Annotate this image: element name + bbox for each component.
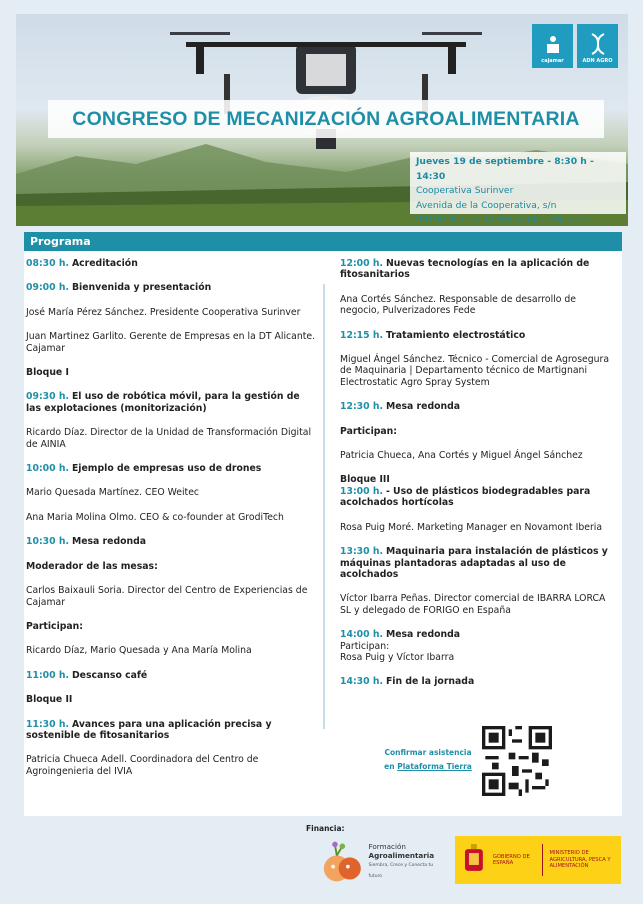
program-time: 09:00 h. <box>26 282 69 294</box>
separator <box>542 844 543 876</box>
program-title: El uso de robótica móvil, para la gestión de las explotaciones (monitorización) <box>26 391 300 414</box>
program-title: Avances para una aplicación precisa y sostenible de fitosanitarios <box>26 718 272 741</box>
speaker-text: Ana Cortés Sánchez. Responsable de desarrollo de negocio, Pulverizadores Fede <box>340 293 576 317</box>
event-city: 03190 Pilar de la Horadada - Alicante <box>416 214 588 225</box>
program-item <box>26 463 316 474</box>
program-item <box>340 676 618 687</box>
speaker-text: Patricia Chueca Adell. Coordinadora del Centro de Agroingenieria del IVIA <box>26 754 259 777</box>
confirm-prefix: en <box>384 762 395 771</box>
page-title: CONGRESO DE MECANIZACIÓN AGROALIMENTARIA <box>72 107 580 130</box>
program-time: 10:00 h. <box>26 463 69 475</box>
financia-label: Financia: <box>306 824 345 833</box>
program-title: Nuevas tecnologías en la aplicación de fitosanitarios <box>340 258 590 281</box>
speaker-text: Ricardo Díaz, Mario Quesada y Ana María Molina <box>26 645 252 657</box>
formacion-tagline: Siembra, Crece y Conecta tu futuro <box>368 863 434 879</box>
speaker-text: Víctor Ibarra Peñas. Director comercial de IBARRA LORCA SL y delegado de FORIGO en España <box>340 593 606 616</box>
section-heading: Participan: <box>340 425 398 437</box>
formacion-agroalimentaria-logo <box>322 836 442 888</box>
program-title: Mesa redonda <box>385 629 461 641</box>
program-heading: Programa <box>24 232 622 251</box>
program-time: 14:00 h. <box>340 629 383 641</box>
footer <box>0 822 643 904</box>
program-right-column <box>340 258 618 701</box>
program-title: Mesa redonda <box>71 536 147 548</box>
confirm-label: Confirmar asistencia <box>384 748 472 757</box>
program-time: 12:30 h. <box>340 401 383 413</box>
program-title: Bienvenida y presentación <box>71 282 212 294</box>
program-item <box>26 282 316 293</box>
program-title: Tratamiento electrostático <box>385 329 526 341</box>
formacion-logo-icon <box>322 837 365 887</box>
dna-icon <box>588 32 608 56</box>
speaker-text: Patricia Chueca, Ana Cortés y Miguel Ángel Sánchez <box>340 450 583 462</box>
program-item <box>340 546 618 580</box>
adn-agro-label: ADN AGRO <box>582 58 613 64</box>
program-item <box>340 330 618 341</box>
program-time: 13:30 h. <box>340 546 383 558</box>
section-heading: Bloque II <box>26 694 73 706</box>
program-title: Maquinaria para instalación de plásticos y máquinas plantadoras adaptadas al uso de acolchados <box>340 546 608 580</box>
confirm-link-line <box>384 760 472 774</box>
program-title: Descanso café <box>71 669 148 681</box>
program-item <box>340 401 618 412</box>
program-title: Mesa redonda <box>385 401 461 413</box>
confirm-attendance <box>384 746 472 774</box>
section-heading: Participan: <box>26 620 84 632</box>
speaker-text: Rosa Puig Moré. Marketing Manager en Novamont Iberia <box>340 521 603 533</box>
program-time: 11:30 h. <box>26 718 69 730</box>
program-time: 10:30 h. <box>26 536 69 548</box>
speaker-text: Ricardo Díaz. Director de la Unidad de Transformación Digital de AINIA <box>26 427 312 450</box>
program-time: 09:30 h. <box>26 391 69 403</box>
program-time: 11:00 h. <box>26 669 69 681</box>
program-title: Acreditación <box>71 258 138 269</box>
title-band <box>48 100 604 138</box>
logos <box>532 24 618 68</box>
program-item <box>26 536 316 547</box>
program-time: 13:00 h. <box>340 485 383 497</box>
section-heading: Participan: <box>340 640 390 652</box>
event-date-time: Jueves 19 de septiembre - 8:30 h - 14:30 <box>416 156 594 182</box>
formacion-line1: Formación <box>368 842 406 851</box>
event-info <box>410 152 626 225</box>
speaker-text: Miguel Ángel Sánchez. Técnico - Comercial de Agrosegura de Maquinaria | Departamento técnico de Martignani Electrostatic Agro Spray System <box>340 354 610 388</box>
speaker-text: Rosa Puig y Víctor Ibarra <box>340 651 455 663</box>
qr-code-icon[interactable] <box>482 726 552 796</box>
program-time: 14:30 h. <box>340 676 383 688</box>
program-panel <box>24 232 622 816</box>
program-item <box>340 474 618 508</box>
event-venue: Cooperativa Surinver <box>416 185 514 196</box>
gobierno-label: GOBIERNO DE ESPAÑA <box>492 853 530 866</box>
speaker-text: Juan Martinez Garlito. Gerente de Empresas en la DT Alicante. Cajamar <box>26 331 316 354</box>
column-divider <box>323 284 325 729</box>
speaker-text: Mario Quesada Martínez. CEO Weitec <box>26 487 200 499</box>
program-item <box>340 629 618 663</box>
hero-image <box>16 14 628 226</box>
cajamar-logo[interactable] <box>532 24 573 68</box>
program-item <box>26 258 316 269</box>
section-heading: Bloque I <box>26 367 69 379</box>
coat-of-arms-icon <box>461 843 487 877</box>
program-item <box>26 719 316 742</box>
program-item <box>340 258 618 281</box>
cajamar-label: cajamar <box>541 58 564 64</box>
section-heading: Moderador de las mesas: <box>26 560 158 572</box>
drone-illustration <box>166 14 486 164</box>
program-title: - Uso de plásticos biodegradables para acolchados hortícolas <box>340 485 591 509</box>
event-address: Avenida de la Cooperativa, s/n <box>416 199 557 211</box>
cajamar-logo-icon <box>543 34 563 56</box>
formacion-line2: Agroalimentaria <box>368 850 435 860</box>
section-heading: Bloque III <box>340 474 390 486</box>
program-item <box>26 391 316 414</box>
speaker-text: Carlos Baixauli Soria. Director del Centro de Experiencias de Cajamar <box>26 585 308 608</box>
program-title: Fin de la jornada <box>385 676 475 688</box>
speaker-text: Ana Maria Molina Olmo. CEO & co-founder at GrodiTech <box>26 511 284 523</box>
plataforma-tierra-link[interactable]: Plataforma Tierra <box>397 762 472 771</box>
program-time: 12:00 h. <box>340 258 383 269</box>
program-left-column <box>26 258 316 790</box>
ministerio-label: MINISTERIO DE AGRICULTURA, PESCA Y ALIMENTACIÓN <box>549 850 611 870</box>
program-item <box>26 670 316 681</box>
program-time: 08:30 h. <box>26 258 69 269</box>
program-title: Ejemplo de empresas uso de drones <box>71 463 262 475</box>
program-time: 12:15 h. <box>340 329 383 341</box>
ministerio-logo <box>455 836 621 884</box>
adn-agro-logo[interactable] <box>577 24 618 68</box>
speaker-text: José María Pérez Sánchez. Presidente Cooperativa Surinver <box>26 306 301 318</box>
